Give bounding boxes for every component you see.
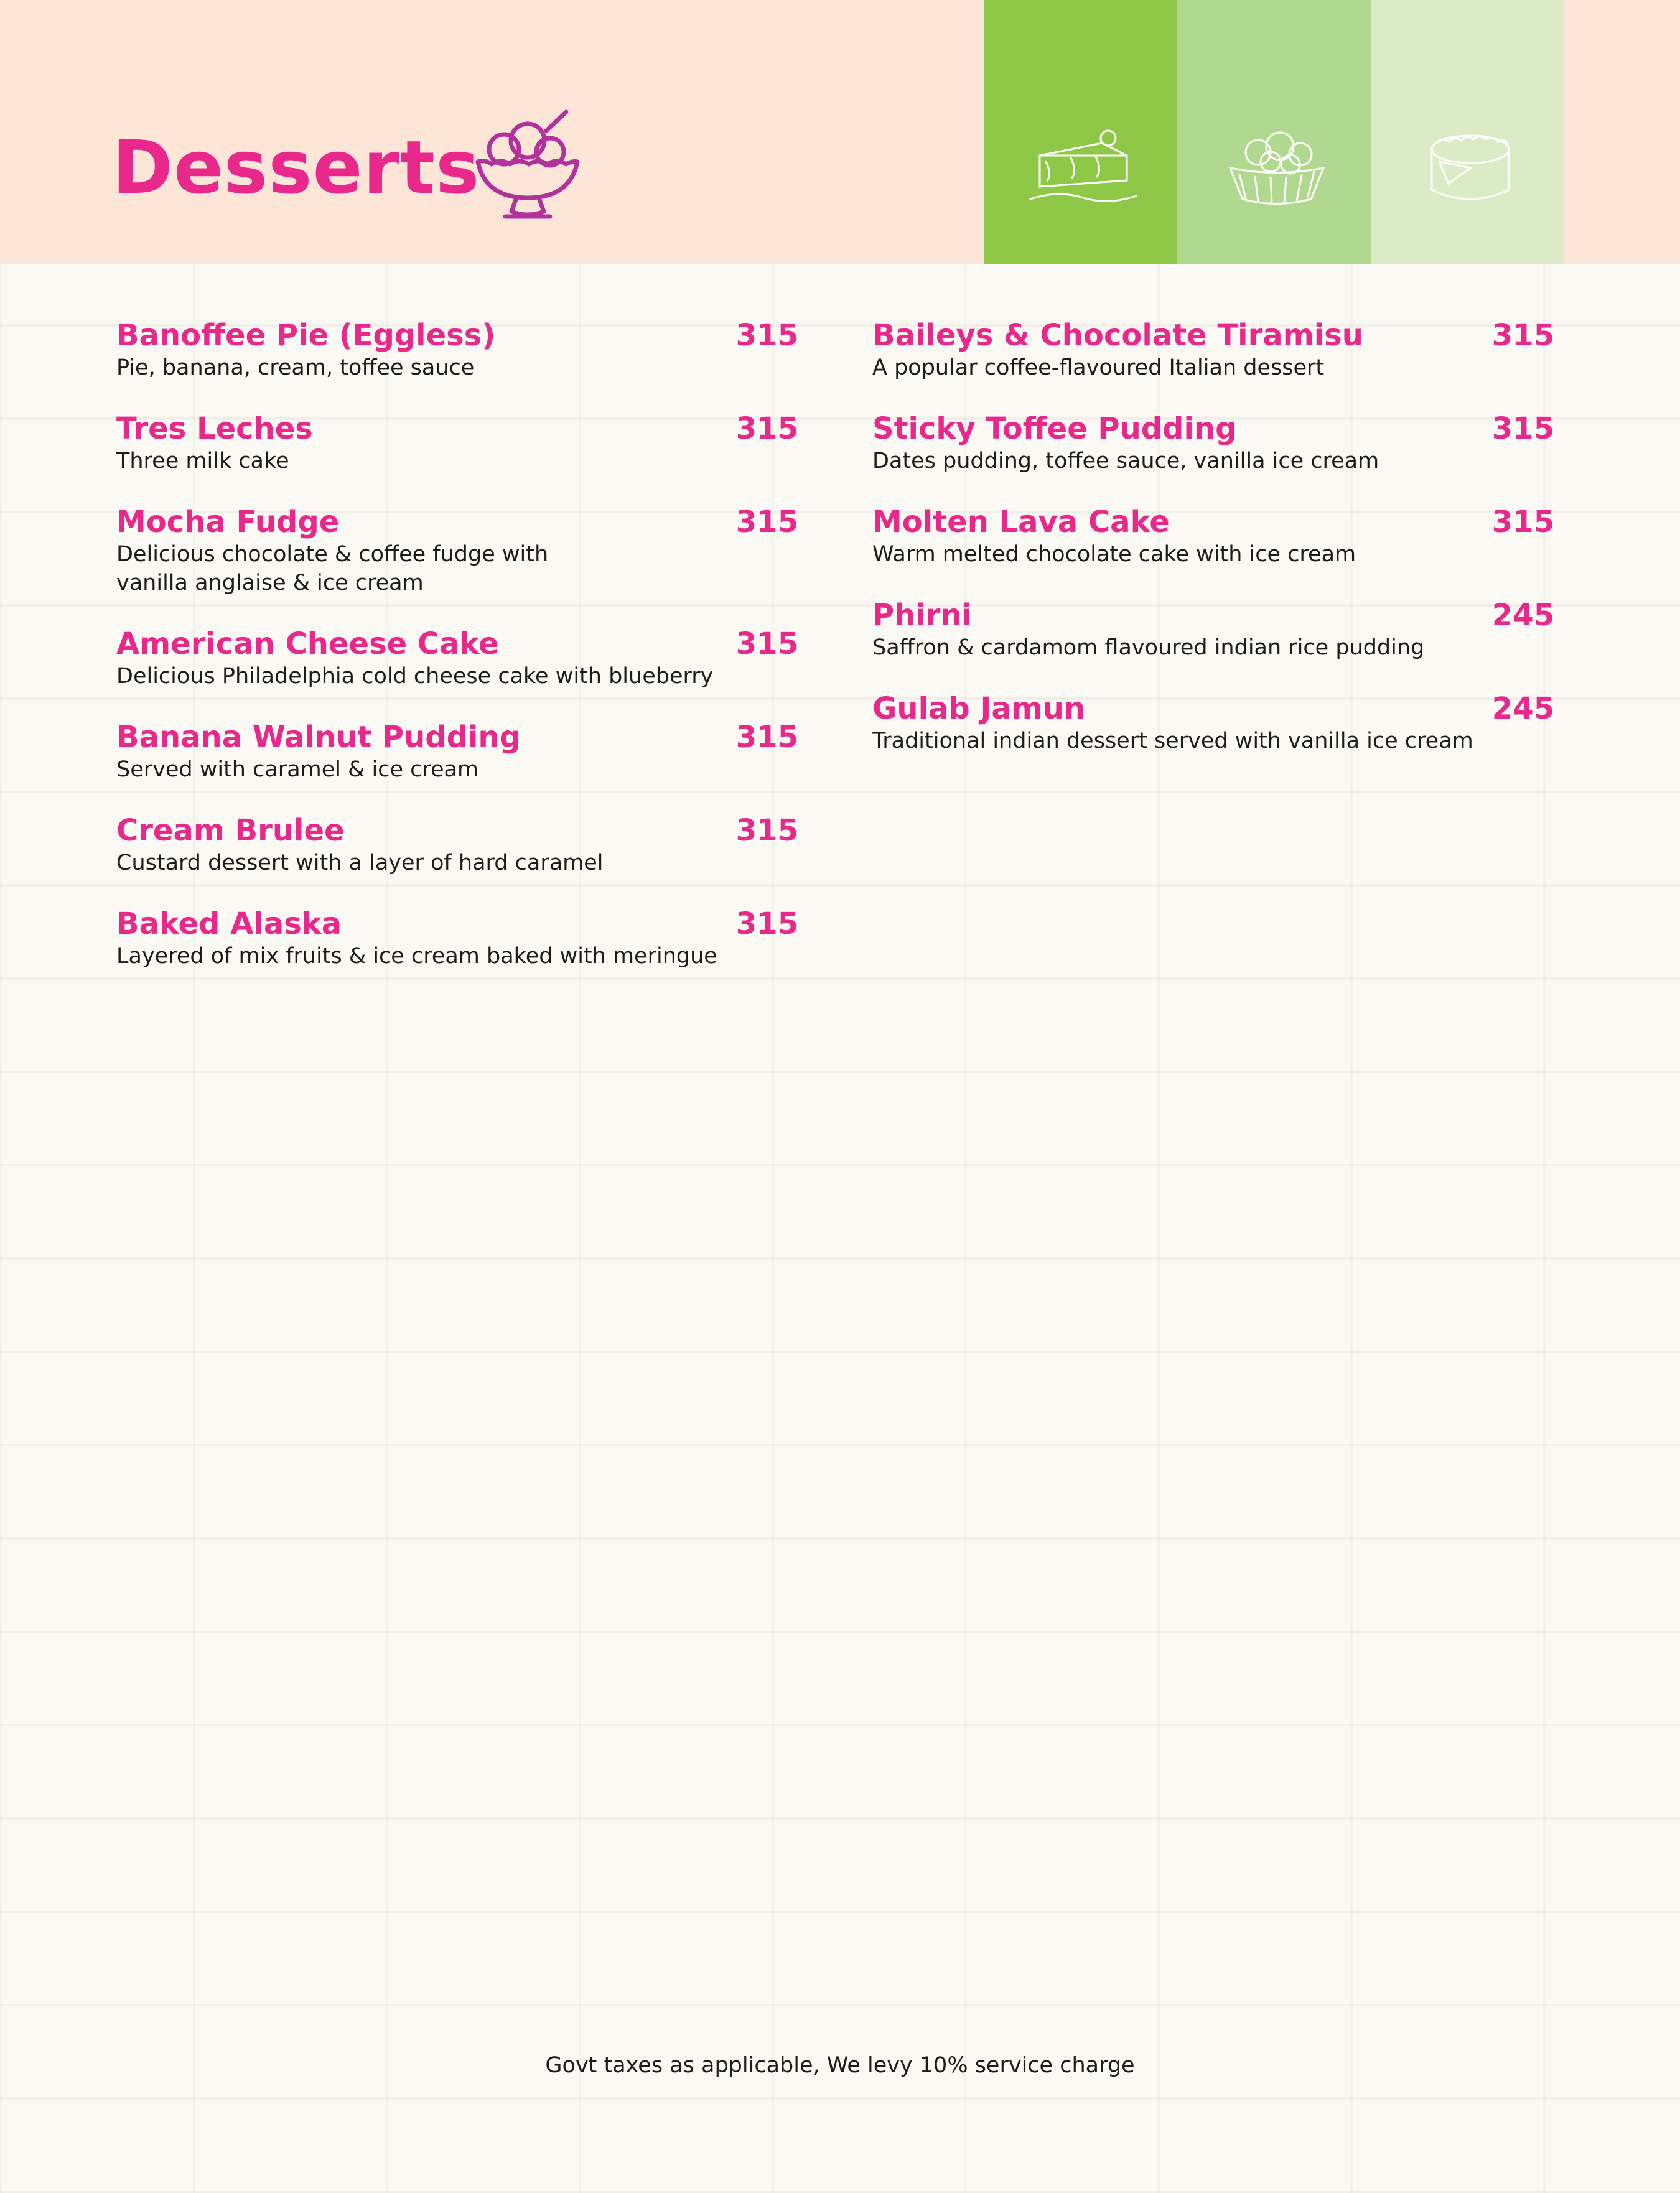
menu-item — [872, 597, 1563, 662]
item-description: Layered of mix fruits & ice cream baked with meringue — [116, 944, 717, 969]
tart-icon — [1221, 118, 1333, 218]
item-name: Cream Brulee — [116, 813, 345, 848]
item-description: Warm melted chocolate cake with ice cream — [872, 542, 1356, 567]
whole-cake-icon — [1414, 118, 1526, 218]
menu-item — [116, 626, 807, 691]
page-title: Desserts — [112, 124, 480, 210]
menu-item — [116, 504, 807, 597]
item-name: Baileys & Chocolate Tiramisu — [872, 318, 1363, 353]
item-price: 315 — [735, 318, 798, 353]
item-description: Served with caramel & ice cream — [116, 757, 479, 782]
menu-item — [116, 317, 807, 382]
item-description: Custard dessert with a layer of hard caramel — [116, 850, 604, 875]
cheesecake-slice-icon — [1027, 118, 1139, 218]
menu-column-right — [872, 317, 1563, 784]
menu-item — [116, 719, 807, 784]
item-name: Phirni — [872, 598, 973, 633]
item-price: 315 — [735, 720, 798, 755]
item-price: 315 — [1491, 318, 1554, 353]
item-price: 315 — [735, 626, 798, 661]
menu-item — [872, 317, 1563, 382]
item-price: 315 — [1491, 505, 1554, 539]
item-price: 315 — [735, 411, 798, 446]
item-name: Banoffee Pie (Eggless) — [116, 318, 496, 353]
header-band — [0, 0, 1680, 264]
item-name: Mocha Fudge — [116, 505, 340, 539]
item-name: Tres Leches — [116, 411, 313, 446]
item-description: Saffron & cardamom flavoured indian rice pudding — [872, 635, 1425, 660]
dessert-panel-2 — [1177, 0, 1371, 264]
item-name: Baked Alaska — [116, 906, 342, 941]
item-description: Pie, banana, cream, toffee sauce — [116, 355, 475, 380]
menu-item — [872, 411, 1563, 475]
dessert-panel-1 — [984, 0, 1177, 264]
menu-item — [872, 691, 1563, 755]
item-name: Sticky Toffee Pudding — [872, 411, 1237, 446]
item-price: 315 — [735, 813, 798, 848]
item-description: Dates pudding, toffee sauce, vanilla ice cream — [872, 449, 1379, 473]
item-price: 245 — [1491, 691, 1554, 726]
item-name: Gulab Jamun — [872, 691, 1086, 726]
menu-item — [116, 411, 807, 475]
item-price: 245 — [1491, 598, 1554, 633]
menu-item — [116, 812, 807, 877]
menu-column-left — [116, 317, 807, 999]
item-price: 315 — [1491, 411, 1554, 446]
item-name: American Cheese Cake — [116, 626, 499, 661]
item-description: Three milk cake — [116, 449, 289, 473]
menu-item — [872, 504, 1563, 569]
menu-item — [116, 906, 807, 971]
item-name: Molten Lava Cake — [872, 505, 1170, 539]
sundae-icon — [473, 105, 582, 223]
item-description: A popular coffee-flavoured Italian dessert — [872, 355, 1325, 380]
footer-note: Govt taxes as applicable, We levy 10% service charge — [545, 2053, 1135, 2078]
dessert-panel-3 — [1371, 0, 1564, 264]
item-price: 315 — [735, 906, 798, 941]
item-description: Traditional indian dessert served with vanilla ice cream — [872, 729, 1473, 753]
item-description: Delicious chocolate & coffee fudge with vanilla anglaise & ice cream — [116, 542, 549, 595]
item-price: 315 — [735, 505, 798, 539]
item-description: Delicious Philadelphia cold cheese cake with blueberry — [116, 664, 714, 689]
item-name: Banana Walnut Pudding — [116, 720, 521, 755]
